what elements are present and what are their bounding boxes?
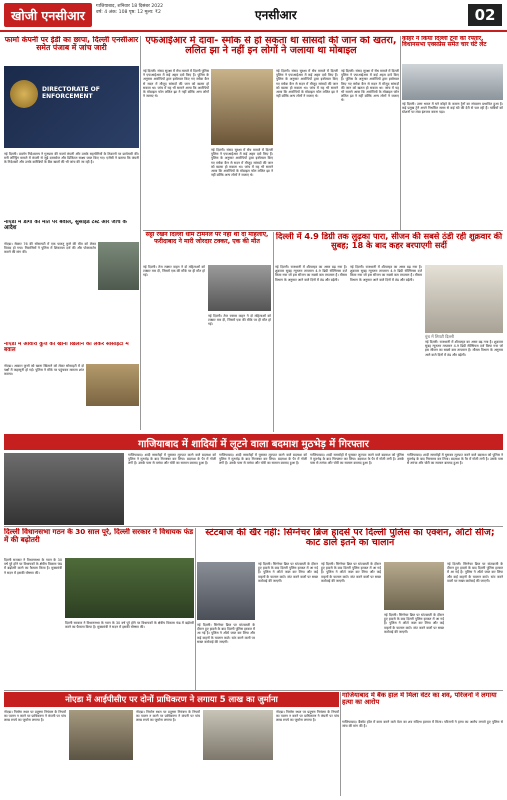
story-signature-bridge-body-col4: नई दिल्ली। सिग्नेचर ब्रिज पर स्टंटबाजी के दौरान हुए हादसे के बाद दिल्ली पुलिस हरकत में आ गई है। पुलिस ने ऑटो जब्त कर लिया और कई वाहनों के चालान काटे। स्टंट करने वालों पर सख्त कार्रवाई की जाएगी। [384, 613, 444, 634]
row-rule [4, 526, 503, 527]
story-noida-fine [4, 692, 339, 796]
story-delhi-cold-photo [425, 265, 503, 333]
story-assembly-fund [4, 528, 194, 690]
story-ed-raid-photo-caption: DIRECTORATE OF ENFORCEMENT [42, 86, 100, 100]
story-waiter-death [342, 692, 503, 796]
story-parliament-smoke-body-col4: नई दिल्ली। संसद सुरक्षा में सेंध मामले में दिल्ली पुलिस ने एफआईआर में कई अहम दावे किए हैं। पुलिस के अनुसार आरोपियों द्वारा इस्तेमाल किए गए स्मोक कैन से सदन में मौजूद सांसदों की जान को खतरा हो सकता था। जांच में यह भी सामने आया कि आरोपियों के मोबाइल फोन ललित झा ने नहीं बल्कि अन्य लोगों ने जलाए थे। [341, 69, 399, 103]
story-signature-bridge [197, 528, 503, 690]
story-dog-death-body: नोएडा। सेक्टर 76 की सोसायटी में एक पालतू कुत्ते की मौत को लेकर विवाद हो गया। निवासियों ने पुलिस में शिकायत दर्ज की और पोस्टमार्टम कराने की मांग की। [4, 242, 96, 255]
section-title: एनसीआर [255, 8, 297, 22]
story-dog-death [4, 220, 139, 340]
story-noida-fine-headline: नोएडा में आईपीसीए पर दोनों प्राधिकरण ने लगाया 5 लाख का जुर्माना [65, 694, 278, 704]
masthead-date: गाजियाबाद, शनिवार 18 दिसंबर 2022 [96, 4, 164, 9]
story-signature-bridge-body-col5: नई दिल्ली। सिग्नेचर ब्रिज पर स्टंटबाजी के दौरान हुए हादसे के बाद दिल्ली पुलिस हरकत में आ गई है। पुलिस ने ऑटो जब्त कर लिया और कई वाहनों के चालान काटे। स्टंट करने वालों पर सख्त कार्रवाई की जाएगी। [447, 562, 503, 583]
story-wedding-robber-body-col3: गाजियाबाद। शादी समारोहों में घुसकर लूटपाट करने वाले बदमाश को पुलिस ने मुठभेड़ के बाद गिरफ्तार कर लिया। बदमाश के पैर में गोली लगी है। उसके पास से तमंचा और चोरी का सामान बरामद हुआ है। [310, 453, 404, 466]
story-parliament-smoke-body-col2: नई दिल्ली। संसद सुरक्षा में सेंध मामले में दिल्ली पुलिस ने एफआईआर में कई अहम दावे किए हैं। पुलिस के अनुसार आरोपियों द्वारा इस्तेमाल किए गए स्मोक कैन से सदन में मौजूद सांसदों की जान को खतरा हो सकता था। जांच में यह भी सामने आया कि आरोपियों के मोबाइल फोन ललित झा ने नहीं बल्कि अन्य लोगों ने जलाए थे। [211, 148, 273, 178]
story-assembly-fund-body-col2: दिल्ली सरकार ने विधानसभा के गठन के 30 वर्ष पूरे होने पर विधायकों के क्षेत्रीय विकास फंड में बढ़ोतरी करने का फैसला किया है। मुख्यमंत्री ने सदन में इसकी घोषणा की। [65, 621, 194, 630]
story-ed-raid-photo [4, 66, 139, 148]
row-rule [143, 230, 503, 231]
story-delhi-cold-body-col2: नई दिल्ली। राजधानी में शीतलहर का असर बढ़ गया है। शुक्रवार सुबह न्यूनतम तापमान 4.9 डिग्री सेल्सियस दर्ज किया गया जो इस सीजन का सबसे कम तापमान है। मौसम विभाग के अनुसार आने वाले दिनों में ठंड और बढ़ेगी। [350, 265, 422, 282]
story-noida-fine-body-col3: नोएडा। निर्माण स्थल पर प्रदूषण नियंत्रण के नियमों का पालन न करने पर प्राधिकरण ने कंपनी पर पांच लाख रुपये का जुर्माना लगाया है। [276, 710, 339, 723]
story-noida-fine-photo [69, 710, 133, 760]
story-noida-fine-photo2 [203, 710, 273, 760]
story-parliament-smoke [143, 36, 399, 230]
story-delhi-cold-photo-caption: धुंध में लिपटी दिल्ली [425, 334, 454, 339]
story-ed-raid-body: नई दिल्ली। प्रवर्तन निदेशालय ने गुरुग्राम की फार्मा कंपनी और उसके सहयोगियों के ठिकानों पर छापेमारी की। मनी लॉन्ड्रिंग मामले में कंपनी से जुड़े दस्तावेज और डिजिटल साक्ष्य जब्त किए गए। एजेंसी ने बताया कि कंपनी के निदेशकों और उनके करीबियों के बैंक खातों की भी जांच की जा रही है। [4, 152, 139, 165]
story-stray-dog-headline: नोएडा में आवारा कुत्ते को खाना खिलाने को लेकर सोसाइटी में बवाल [4, 342, 129, 353]
story-stray-dog-photo [86, 364, 139, 406]
enforcement-emblem-icon [10, 80, 38, 108]
story-delhi-cold-headline: दिल्ली में 4.9 डिग्री तक लुढ़का पारा, सीजन की सबसे ठंडी रही शुक्रवार की सुबह; 18 के बाद कहर बरपाएगी सर्दी [275, 232, 503, 250]
story-assembly-fund-photo [65, 558, 194, 618]
newspaper-logo: खोजी एनसीआर [4, 3, 92, 27]
masthead-info [96, 4, 256, 26]
story-stray-dog-body: नोएडा। आवारा कुत्तों को खाना खिलाने को लेकर सोसाइटी में दो पक्षों में कहासुनी हो गई। पुलिस ने मौके पर पहुंचकर मामला शांत कराया। [4, 364, 84, 377]
story-parliament-smoke-photo [211, 69, 273, 145]
story-parliament-smoke-headline: एफआईआर में दावा- स्मोक से हो सकता था सांसदों की जान को खतरा, ललित झा ने नहीं इन लोगों ने जलाया था मोबाइल [145, 36, 397, 57]
story-ed-raid [4, 36, 139, 218]
story-wedding-robber-body-col4: गाजियाबाद। शादी समारोहों में घुसकर लूटपाट करने वाले बदमाश को पुलिस ने मुठभेड़ के बाद गिरफ्तार कर लिया। बदमाश के पैर में गोली लगी है। उसके पास से तमंचा और चोरी का सामान बरामद हुआ है। [407, 453, 503, 466]
story-noida-fine-body-col2: नोएडा। निर्माण स्थल पर प्रदूषण नियंत्रण के नियमों का पालन न करने पर प्राधिकरण ने कंपनी पर पांच लाख रुपये का जुर्माना लगाया है। [136, 710, 200, 723]
masthead-issue: वर्ष: 4 अंक: 108 पृष्ठ: 12 मूल्य: ₹2 [96, 10, 161, 15]
story-signature-bridge-body: नई दिल्ली। सिग्नेचर ब्रिज पर स्टंटबाजी के दौरान हुए हादसे के बाद दिल्ली पुलिस हरकत में आ गई है। पुलिस ने ऑटो जब्त कर लिया और कई वाहनों के चालान काटे। स्टंट करने वालों पर सख्त कार्रवाई की जाएगी। [197, 623, 255, 644]
story-delhi-cold-body: नई दिल्ली। राजधानी में शीतलहर का असर बढ़ गया है। शुक्रवार सुबह न्यूनतम तापमान 4.9 डिग्री सेल्सियस दर्ज किया गया जो इस सीजन का सबसे कम तापमान है। मौसम विभाग के अनुसार आने वाले दिनों में ठंड और बढ़ेगी। [275, 265, 347, 282]
story-assembly-fund-body: दिल्ली सरकार ने विधानसभा के गठन के 30 वर्ष पूरे होने पर विधायकों के क्षेत्रीय विकास फंड में बढ़ोतरी करने का फैसला किया है। मुख्यमंत्री ने सदन में इसकी घोषणा की। [4, 558, 62, 575]
story-fog-trains-photo [402, 64, 503, 100]
page-number: 02 [468, 4, 502, 26]
story-wedding-robber [4, 434, 503, 526]
story-signature-bridge-headline: स्टंटबाज की खैर नहीं: सिग्नेचर ब्रिज हादसे पर दिल्ली पुलिस का एक्शन, ऑटो सीज; काट डाले इतने का चालान [205, 528, 495, 548]
story-fog-trains [402, 36, 503, 230]
masthead-rule [0, 30, 507, 32]
story-parliament-smoke-body: नई दिल्ली। संसद सुरक्षा में सेंध मामले में दिल्ली पुलिस ने एफआईआर में कई अहम दावे किए हैं। पुलिस के अनुसार आरोपियों द्वारा इस्तेमाल किए गए स्मोक कैन से सदन में मौजूद सांसदों की जान को खतरा हो सकता था। जांच में यह भी सामने आया कि आरोपियों के मोबाइल फोन ललित झा ने नहीं बल्कि अन्य लोगों ने जलाए थे। [143, 69, 209, 99]
story-wedding-robber-photo [4, 453, 124, 525]
story-delhi-cold [275, 232, 503, 432]
column-rule [273, 232, 274, 432]
story-signature-bridge-body-col3: नई दिल्ली। सिग्नेचर ब्रिज पर स्टंटबाजी के दौरान हुए हादसे के बाद दिल्ली पुलिस हरकत में आ गई है। पुलिस ने ऑटो जब्त कर लिया और कई वाहनों के चालान काटे। स्टंट करने वालों पर सख्त कार्रवाई की जाएगी। [321, 562, 381, 583]
story-signature-bridge-photo2 [384, 562, 444, 610]
story-wedding-robber-body-col2: गाजियाबाद। शादी समारोहों में घुसकर लूटपाट करने वाले बदमाश को पुलिस ने मुठभेड़ के बाद गिरफ्तार कर लिया। बदमाश के पैर में गोली लगी है। उसके पास से तमंचा और चोरी का सामान बरामद हुआ है। [219, 453, 307, 466]
story-dog-death-photo [98, 242, 139, 290]
column-rule [195, 528, 196, 690]
story-accident-women-headline: सट्टा रखने दिल्ली धाम टर्मिनल पर नहीं थी दो महिलाएं, फरीदाबाद ने मारी जोरदार टक्कर, एक की मौत [145, 232, 269, 245]
story-accident-women-photo [208, 265, 271, 311]
story-waiter-death-headline: गाजियाबाद में बैंक हाल में मिला वेटर का शव, परिजनों ने लगाया हत्या का आरोप [342, 692, 497, 706]
column-rule [400, 36, 401, 230]
story-accident-women-body: नई दिल्ली। तेज रफ्तार वाहन ने दो महिलाओं को टक्कर मार दी, जिसमें एक की मौके पर ही मौत हो गई। [143, 265, 205, 278]
story-waiter-death-body: गाजियाबाद। बैंक्वेट हॉल में काम करने वाले वेटर का शव संदिग्ध हालात में मिला। परिजनों ने हत्या का आरोप लगाते हुए पुलिस से जांच की मांग की है। [342, 720, 503, 729]
row-rule [4, 690, 503, 691]
story-fog-trains-body: नई दिल्ली। उत्तर भारत में घने कोहरे के कारण ट्रेनों का संचालन प्रभावित हुआ है। कई प्रमुख ट्रेनें अपने निर्धारित समय से कई घंटे की देरी से चल रही हैं। यात्रियों को स्टेशनों पर लंबा इंतजार करना पड़ा। [402, 102, 503, 115]
story-noida-fine-body: नोएडा। निर्माण स्थल पर प्रदूषण नियंत्रण के नियमों का पालन न करने पर प्राधिकरण ने कंपनी पर पांच लाख रुपये का जुर्माना लगाया है। [4, 710, 66, 723]
story-dog-death-headline: नोएडा में डॉगी की मौत पर बवाल, सुसाइड टेस्ट और जांच के आदेश [4, 220, 127, 231]
story-stray-dog [4, 342, 139, 430]
story-parliament-smoke-body-col3: नई दिल्ली। संसद सुरक्षा में सेंध मामले में दिल्ली पुलिस ने एफआईआर में कई अहम दावे किए हैं। पुलिस के अनुसार आरोपियों द्वारा इस्तेमाल किए गए स्मोक कैन से सदन में मौजूद सांसदों की जान को खतरा हो सकता था। जांच में यह भी सामने आया कि आरोपियों के मोबाइल फोन ललित झा ने नहीं बल्कि अन्य लोगों ने जलाए थे। [276, 69, 338, 99]
masthead [0, 0, 507, 34]
story-delhi-cold-body-col3: नई दिल्ली। राजधानी में शीतलहर का असर बढ़ गया है। शुक्रवार सुबह न्यूनतम तापमान 4.9 डिग्री सेल्सियस दर्ज किया गया जो इस सीजन का सबसे कम तापमान है। मौसम विभाग के अनुसार आने वाले दिनों में ठंड और बढ़ेगी। [425, 340, 503, 357]
story-assembly-fund-headline: दिल्ली विधानसभा गठन के 30 साल पूरे, दिल्ली सरकार ने विधायक फंड में की बढ़ोतरी [4, 528, 194, 544]
story-signature-bridge-body-col2: नई दिल्ली। सिग्नेचर ब्रिज पर स्टंटबाजी के दौरान हुए हादसे के बाद दिल्ली पुलिस हरकत में आ गई है। पुलिस ने ऑटो जब्त कर लिया और कई वाहनों के चालान काटे। स्टंट करने वालों पर सख्त कार्रवाई की जाएगी। [258, 562, 318, 583]
column-rule [140, 36, 141, 430]
column-rule [340, 692, 341, 796]
story-accident-women-body-col2: नई दिल्ली। तेज रफ्तार वाहन ने दो महिलाओं को टक्कर मार दी, जिसमें एक की मौके पर ही मौत हो गई। [208, 314, 271, 327]
story-accident-women [143, 232, 271, 432]
story-signature-bridge-photo [197, 562, 255, 620]
story-fog-trains-headline: कोहरे ने किया दिल्ली ट्रेनों की रफ्तार, विधानसभा एक्सप्रेस समेत चार घंटे लेट [402, 36, 487, 49]
story-wedding-robber-headline: गाजियाबाद में शादियों में लूटने वाला बदमाश मुठभेड़ में गिरफ्तार [138, 439, 369, 450]
story-ed-raid-headline: फार्मा कंपनी पर ईडी का छापा, दिल्ली एनसीआर समेत पंजाब में जांच जारी [4, 36, 139, 52]
story-wedding-robber-body: गाजियाबाद। शादी समारोहों में घुसकर लूटपाट करने वाले बदमाश को पुलिस ने मुठभेड़ के बाद गिरफ्तार कर लिया। बदमाश के पैर में गोली लगी है। उसके पास से तमंचा और चोरी का सामान बरामद हुआ है। [128, 453, 216, 466]
